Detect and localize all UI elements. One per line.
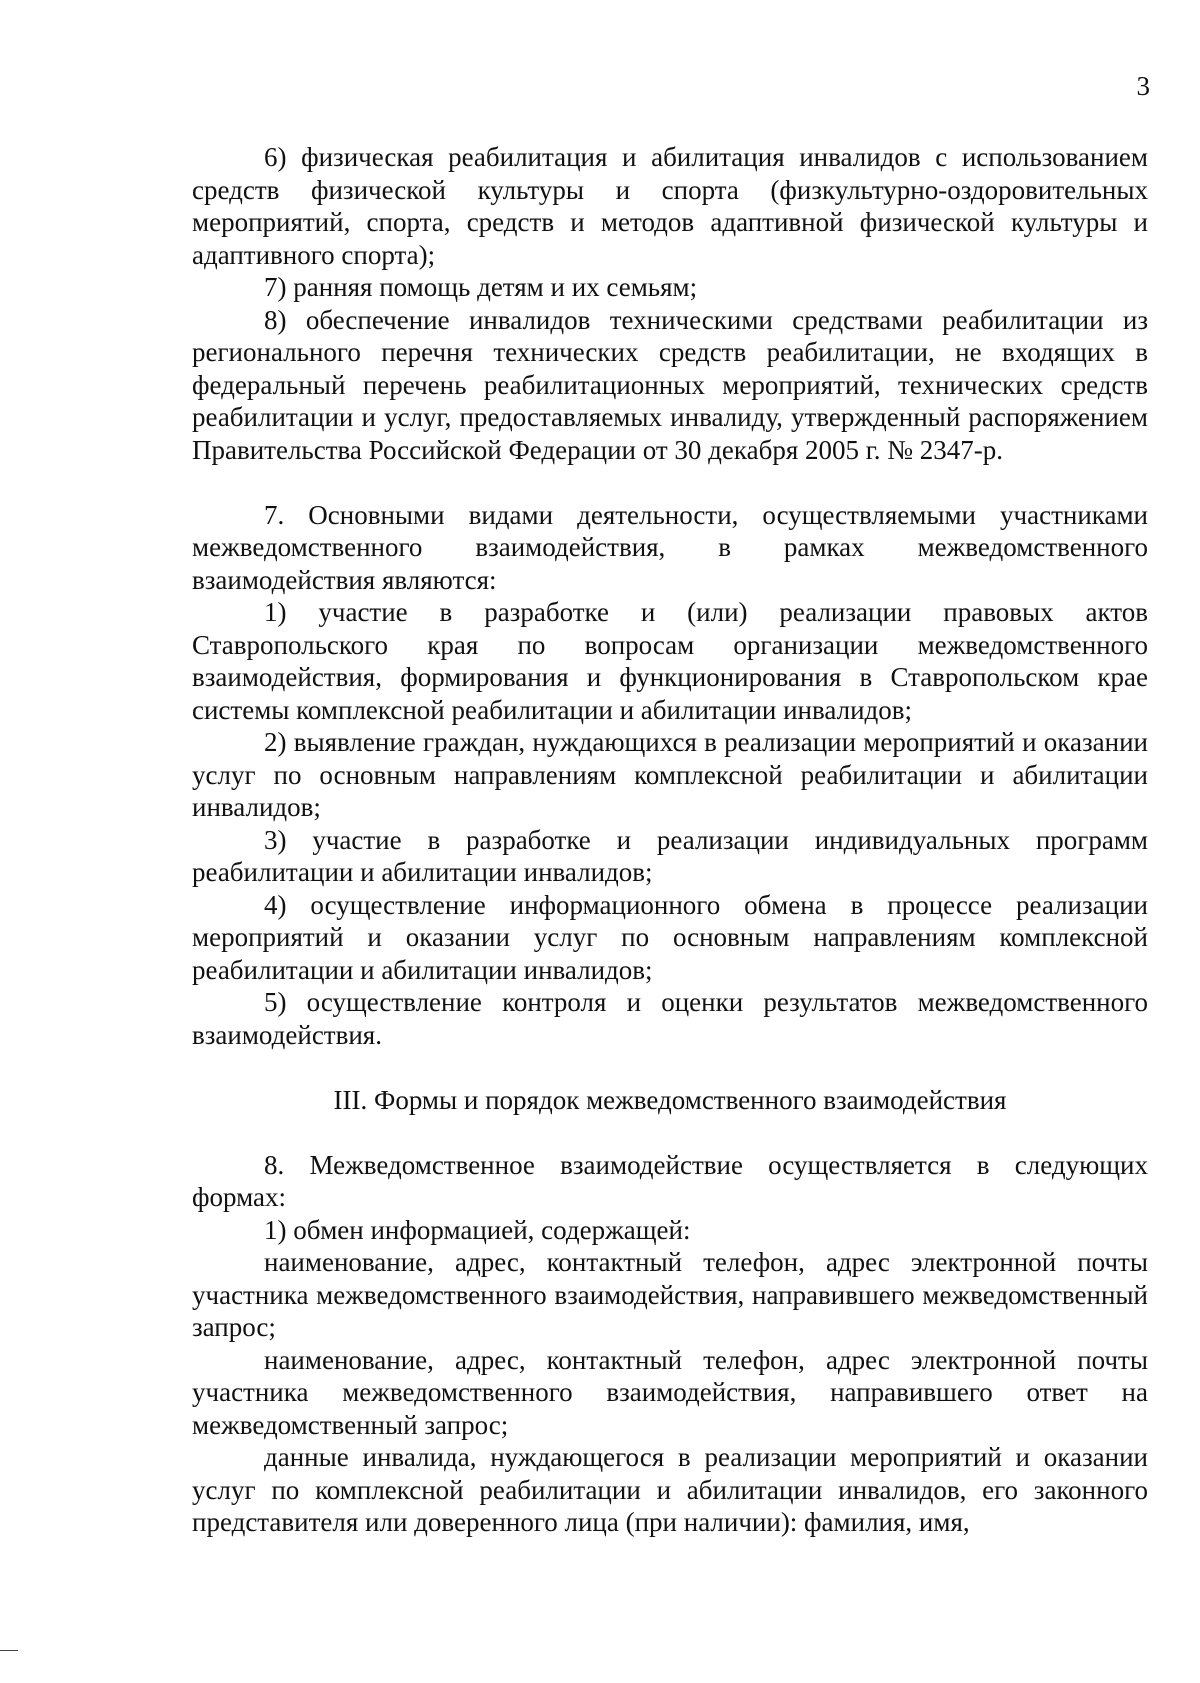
section-8-item-1: 1) обмен информацией, содержащей: xyxy=(264,1214,691,1245)
section-7-item-1: 1) участие в разработке и (или) реализации правовых актов Ставропольского края по вопросам организации межведомственного взаимодействия, формирования и функционирования в Ставропольском крае системы комплексной реабилитации и абилитации инвалидов; xyxy=(192,597,1148,725)
paragraph-item-6: 6) физическая реабилитация и абилитация инвалидов с использованием средств физической культуры и спорта (физкультурно-оздоровительных мероприятий, спорта, средств и методов адаптивной физической культуры и адаптивного спорта); xyxy=(192,142,1148,270)
section-7-item-2: 2) выявление граждан, нуждающихся в реализации мероприятий и оказании услуг по основным направлениям комплексной реабилитации и абилитации инвалидов; xyxy=(192,727,1148,822)
section-8-detail-1: наименование, адрес, контактный телефон, адрес электронной почты участника межведомственного взаимодействия, направившего межведомственный запрос; xyxy=(192,1247,1148,1342)
section-8-detail-2: наименование, адрес, контактный телефон, адрес электронной почты участника межведомственного взаимодействия, направившего ответ на межведомственный запрос; xyxy=(192,1344,1148,1440)
section-7-item-5: 5) осуществление контроля и оценки результатов межведомственного взаимодействия. xyxy=(192,987,1148,1050)
section-8-detail-3: данные инвалида, нуждающегося в реализации мероприятий и оказании услуг по комплексной реабилитации и абилитации инвалидов, его законного представителя или доверенного лица (при наличии): фамилия, имя, xyxy=(192,1442,1148,1537)
section-7-item-3: 3) участие в разработке и реализации индивидуальных программ реабилитации и абилитации инвалидов; xyxy=(192,824,1148,887)
paragraph-item-7: 7) ранняя помощь детям и их семьям; xyxy=(264,272,698,302)
document-body xyxy=(192,141,1148,1539)
section-heading: III. Формы и порядок межведомственного взаимодействия xyxy=(333,1084,1007,1115)
page-number: 3 xyxy=(1136,71,1150,101)
margin-mark xyxy=(0,1650,18,1651)
section-7-item-4: 4) осуществление информационного обмена в процессе реализации мероприятий и оказании услуг по основным направлениям комплексной реабилитации и абилитации инвалидов; xyxy=(192,889,1148,985)
paragraph-item-8: 8) обеспечение инвалидов техническими средствами реабилитации из регионального перечня технических средств реабилитации, не входящих в федеральный перечень реабилитационных мероприятий, технических средств реабилитации и услуг, предоставляемых инвалиду, утвержденный распоряжением Правительства Российской Федерации от 30 декабря 2005 г. № 2347-р. xyxy=(192,304,1148,465)
section-7-intro: 7. Основными видами деятельности, осуществляемыми участниками межведомственного взаимодействия, в рамках межведомственного взаимодействия являются: xyxy=(192,499,1148,595)
section-8-intro: 8. Межведомственное взаимодействие осуществляется в следующих формах: xyxy=(192,1149,1148,1212)
